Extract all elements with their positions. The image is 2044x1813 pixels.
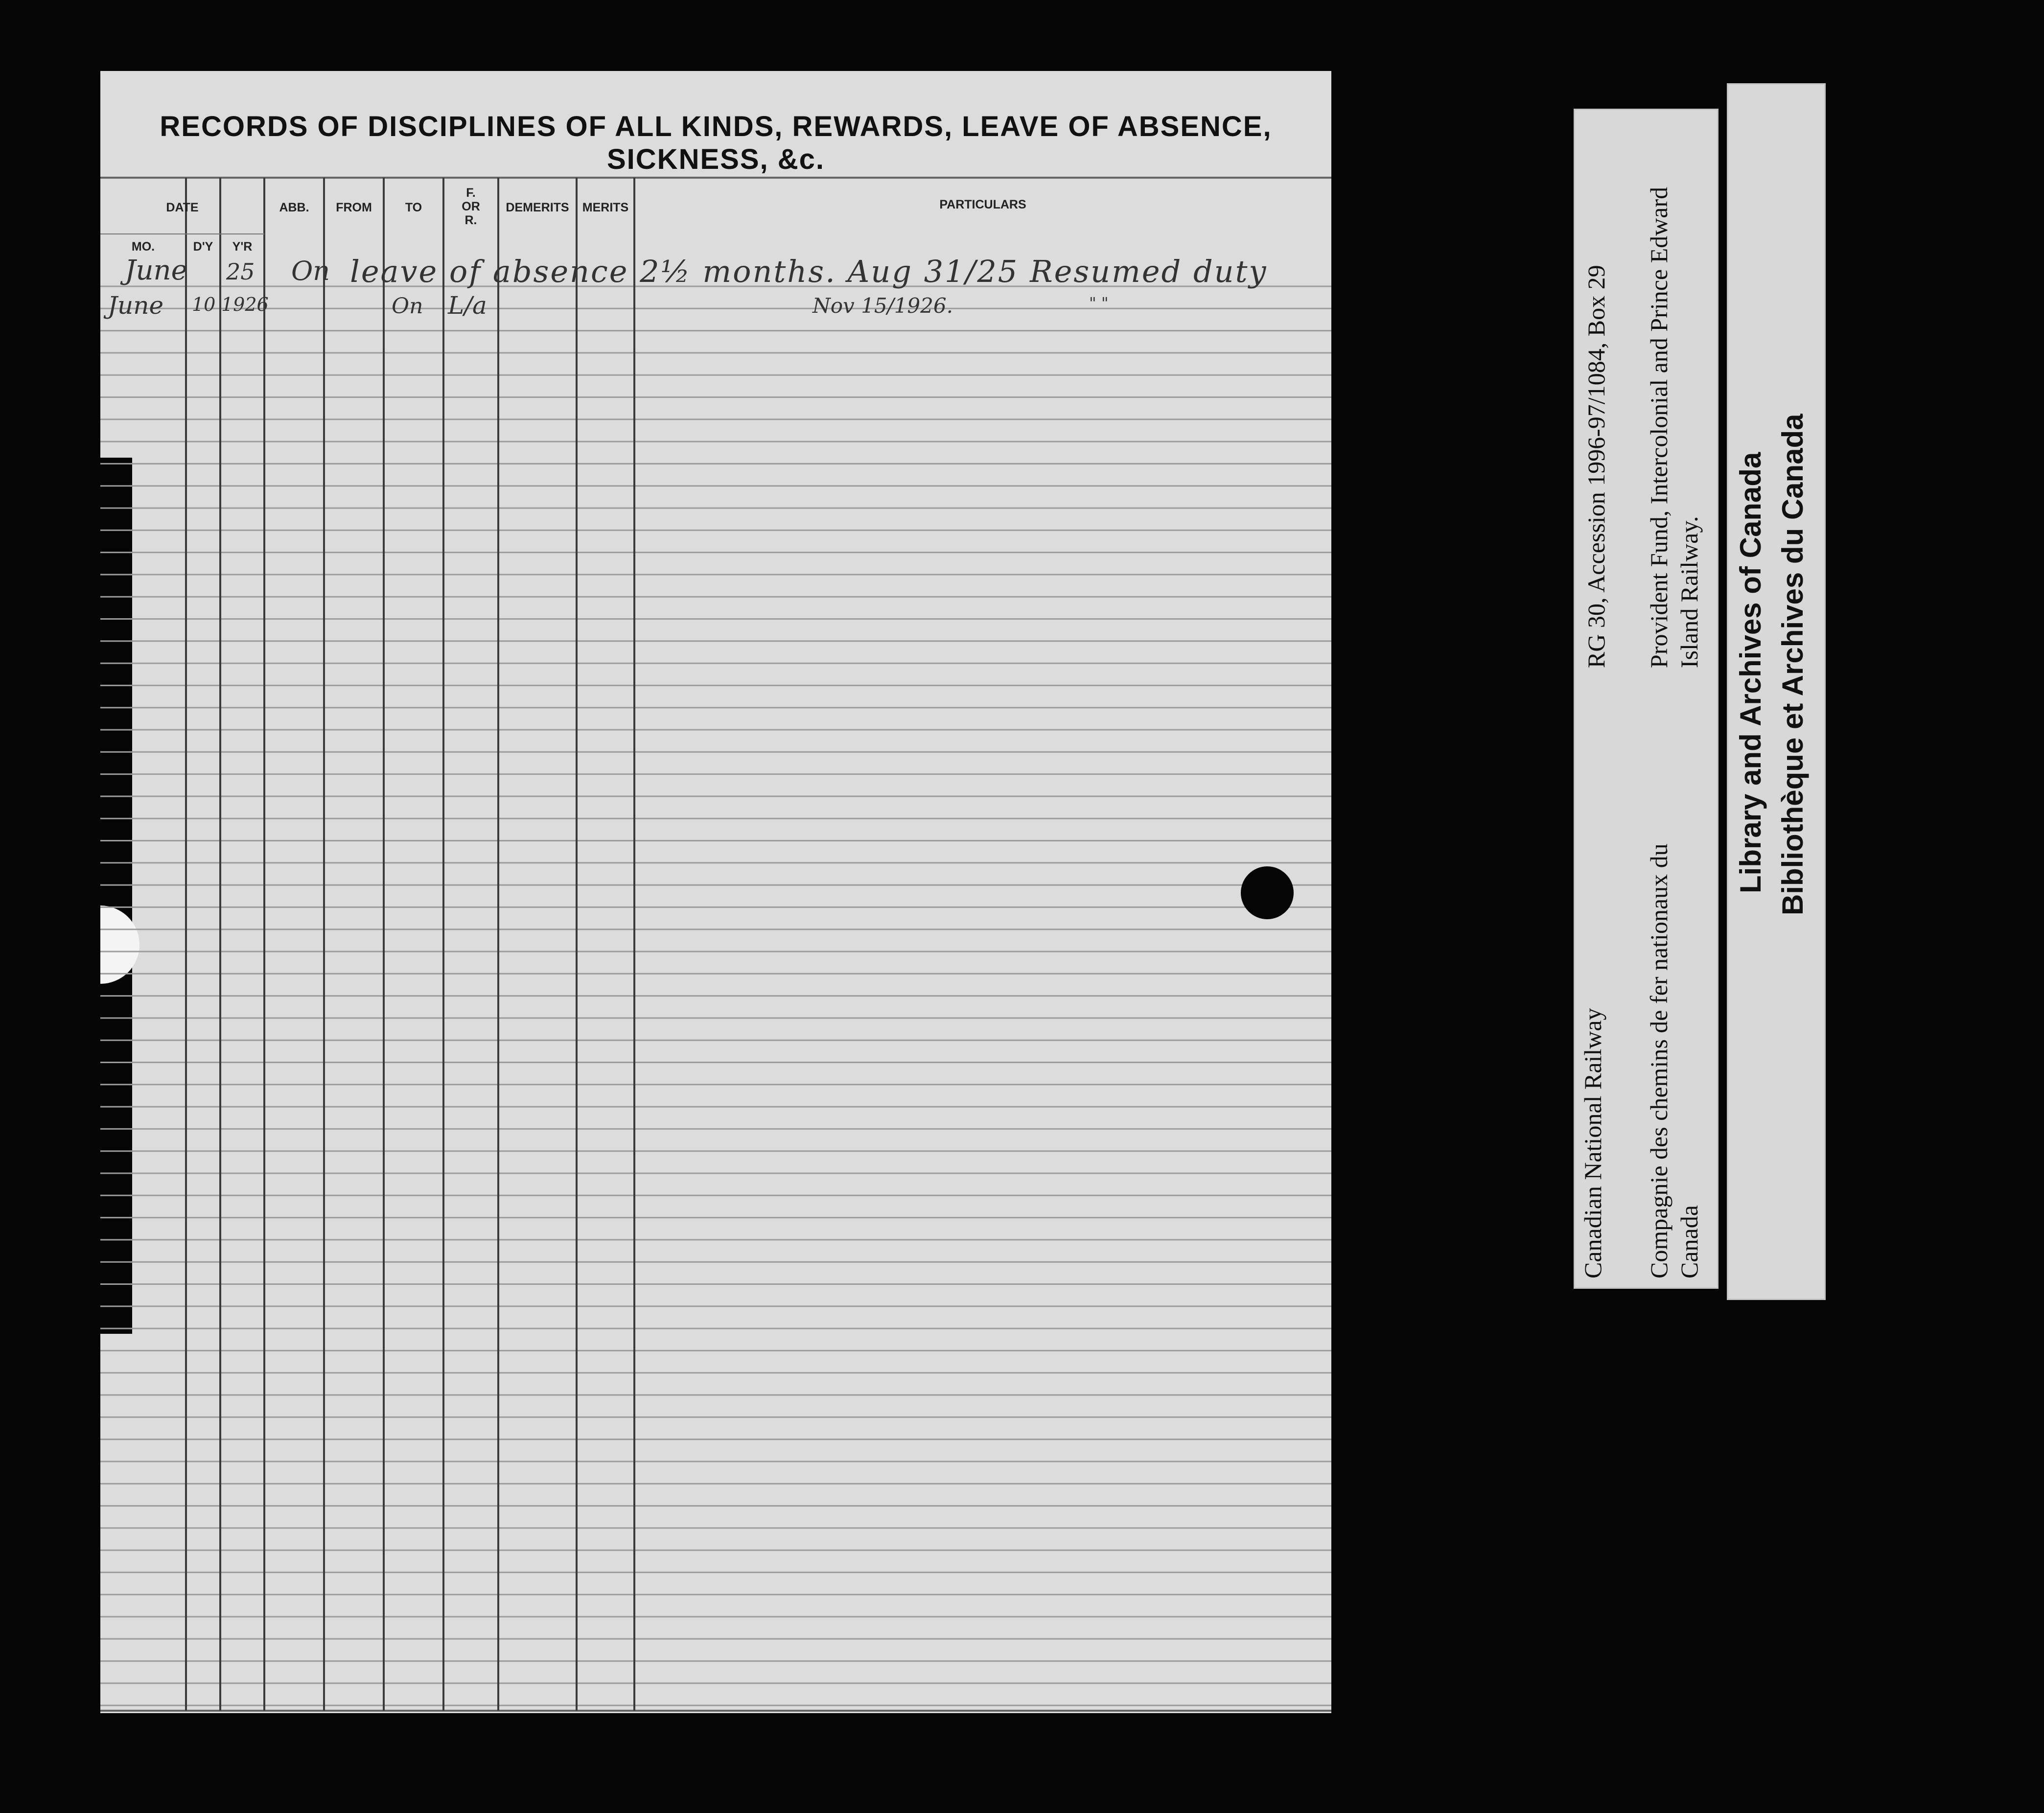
lac-label-fr: Bibliothèque et Archives du Canada <box>1776 414 1809 915</box>
card-title: RECORDS OF DISCIPLINES OF ALL KINDS, REWARDS, LEAVE OF ABSENCE, SICKNESS, &c. <box>160 111 1272 175</box>
header-demerits: DEMERITS <box>506 201 569 214</box>
header-date: DATE <box>166 201 199 214</box>
header-merits: MERITS <box>582 201 629 214</box>
header-yr: Y'R <box>232 240 253 254</box>
header-f-or-r-2: OR <box>462 200 480 213</box>
entry2-day: 10 <box>192 294 216 315</box>
entry2-ditto: " " <box>1089 294 1109 312</box>
header-f-or-r-1: F. <box>466 186 476 200</box>
entry2-for-r: L/a <box>448 291 487 320</box>
label-line2-right-a: Provident Fund, Intercolonial and Prince Edward <box>1645 186 1672 668</box>
entry1-abb: On <box>291 256 330 286</box>
entry2-to: On <box>392 294 423 319</box>
entry1-year: 25 <box>226 258 255 285</box>
header-f-or-r-3: R. <box>465 213 477 227</box>
header-from: FROM <box>336 201 372 214</box>
punch-hole <box>1241 866 1294 919</box>
header-abb: ABB. <box>279 201 309 214</box>
label-line1: Canadian National Railway <box>1579 1008 1606 1278</box>
entry2-year: 1926 <box>221 294 269 315</box>
entry2-month: June <box>108 291 164 320</box>
entry1-text: leave of absence 2½ months. Aug 31/25 Resumed duty <box>350 254 1268 289</box>
header-mo: MO. <box>131 240 155 254</box>
lac-label-en: Library and Archives of Canada <box>1734 452 1767 893</box>
header-dy: D'Y <box>193 240 213 254</box>
entry1-month: June <box>125 255 187 286</box>
label-line2-right-b: Island Railway. <box>1675 516 1703 668</box>
entry2-particulars: Nov 15/1926. <box>813 294 953 318</box>
header-particulars: PARTICULARS <box>939 198 1026 211</box>
label-line2a: Compagnie des chemins de fer nationaux du <box>1645 843 1672 1278</box>
label-line2b: Canada <box>1675 1205 1703 1278</box>
label-line1-right: RG 30, Accession 1996-97/1084, Box 29 <box>1582 265 1610 668</box>
header-to: TO <box>405 201 422 214</box>
